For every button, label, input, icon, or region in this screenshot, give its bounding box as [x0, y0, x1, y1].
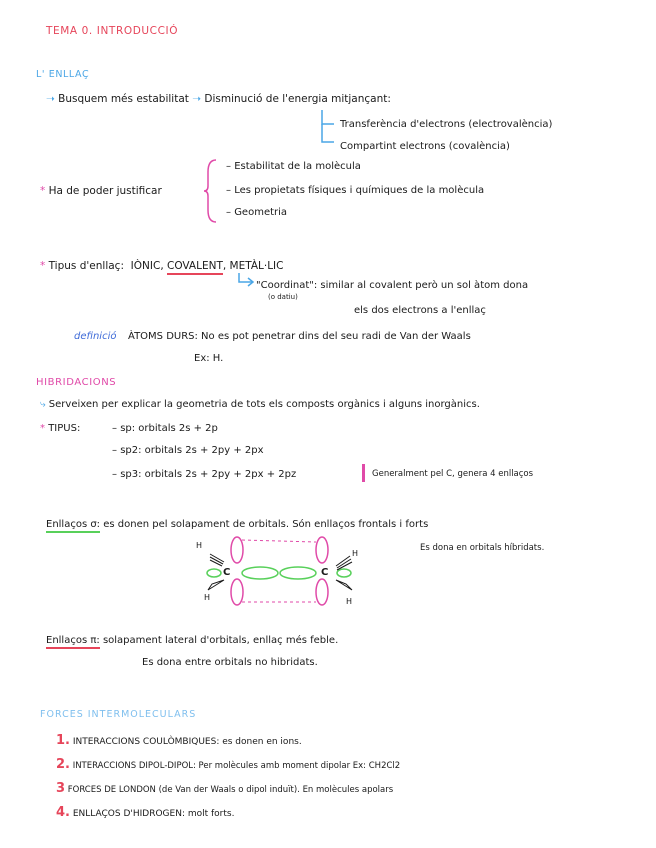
- arrow-right-icon: ➝: [46, 93, 55, 105]
- atom-h-4: H: [346, 597, 353, 606]
- hibridacions-intro: ⤷ Serveixen per explicar la geometria de tots els composts orgànics i alguns inorgànics.: [40, 399, 480, 410]
- star-icon: *: [40, 423, 45, 434]
- enllac-line-1: ➝ Busquem més estabilitat ➝ Disminució de l'energia mitjançant:: [46, 93, 391, 105]
- section-heading-enllac: L' ENLLAÇ: [36, 69, 90, 80]
- justify-item-1: – Estabilitat de la molècula: [226, 161, 361, 172]
- justify-label: * Ha de poder justificar: [40, 185, 162, 197]
- coordinat-text: "Coordinat": similar al covalent però un sol àtom dona: [256, 280, 529, 291]
- star-icon: *: [40, 260, 46, 272]
- definicio-text: ÀTOMS DURS: No es pot penetrar dins del seu radi de Van der Waals: [128, 331, 471, 342]
- covalent-underlined: COVALENT: [167, 260, 223, 275]
- sp3-note: Generalment pel C, genera 4 enllaços: [372, 469, 534, 479]
- tipus-label: * TIPUS:: [40, 423, 81, 434]
- sp2-line: – sp2: orbitals 2s + 2py + 2px: [112, 445, 264, 456]
- forces-item-1: 1. INTERACCIONS COULÒMBIQUES: es donen en ions.: [56, 733, 302, 748]
- tipus-enllac-line: * Tipus d'enllaç: IÒNIC, COVALENT, METÀL·LIC: [40, 261, 283, 272]
- atom-h-1: H: [196, 541, 203, 550]
- molecule-diagram-icon: [196, 532, 366, 612]
- sigma-label: Enllaços σ:: [46, 519, 100, 533]
- justify-item-3: – Geometria: [226, 207, 288, 218]
- sigma-text-2: Es dona en orbitals híbridats.: [420, 543, 545, 553]
- branch-covalencia: Compartint electrons (covalència): [340, 141, 510, 152]
- coordinat-sub: (o datiu): [268, 293, 298, 301]
- arrow-right-icon: ⤷: [40, 399, 46, 410]
- branch-electrovalencia: Transferència d'electrons (electrovalència): [340, 119, 553, 130]
- star-icon: *: [40, 185, 46, 197]
- forces-item-4: 4. ENLLAÇOS D'HIDROGEN: molt forts.: [56, 805, 235, 820]
- section-heading-hibridacions: HIBRIDACIONS: [36, 377, 117, 388]
- coordinat-line-2: els dos electrons a l'enllaç: [354, 305, 486, 316]
- definicio-label: definició: [74, 331, 117, 342]
- divider-bar: [362, 464, 365, 482]
- atom-h-3: H: [204, 593, 211, 602]
- branch-arrows-icon: [318, 108, 338, 148]
- atom-h-2: H: [352, 549, 359, 558]
- section-heading-forces: FORCES INTERMOLECULARS: [40, 709, 197, 720]
- pi-text-2: Es dona entre orbitals no hibridats.: [142, 657, 318, 668]
- pi-line: Enllaços π: solapament lateral d'orbitals, enllaç més feble.: [46, 636, 338, 646]
- atom-c-1: C: [223, 567, 231, 578]
- forces-item-2: 2. INTERACCIONS DIPOL-DIPOL: Per molècules amb moment dipolar Ex: CH2Cl2: [56, 757, 401, 772]
- sigma-line: Enllaços σ: es donen pel solapament de orbitals. Són enllaços frontals i forts: [46, 520, 428, 530]
- sp3-line: – sp3: orbitals 2s + 2py + 2px + 2pz: [112, 469, 297, 480]
- pi-label: Enllaços π:: [46, 635, 100, 649]
- atom-c-2: C: [321, 567, 329, 578]
- page-title: TEMA 0. INTRODUCCIÓ: [46, 25, 179, 37]
- justify-item-2: – Les propietats físiques i químiques de la molècula: [226, 185, 485, 196]
- arrow-down-right-icon: [236, 272, 256, 290]
- forces-item-3: 3 FORCES DE LONDON (de Van der Waals o dipol induït). En molècules apolars: [56, 781, 394, 796]
- example-text: Ex: H.: [194, 353, 224, 364]
- bracket-icon: [204, 158, 218, 224]
- sp-line: – sp: orbitals 2s + 2p: [112, 423, 218, 434]
- arrow-right-icon: ➝: [192, 93, 202, 105]
